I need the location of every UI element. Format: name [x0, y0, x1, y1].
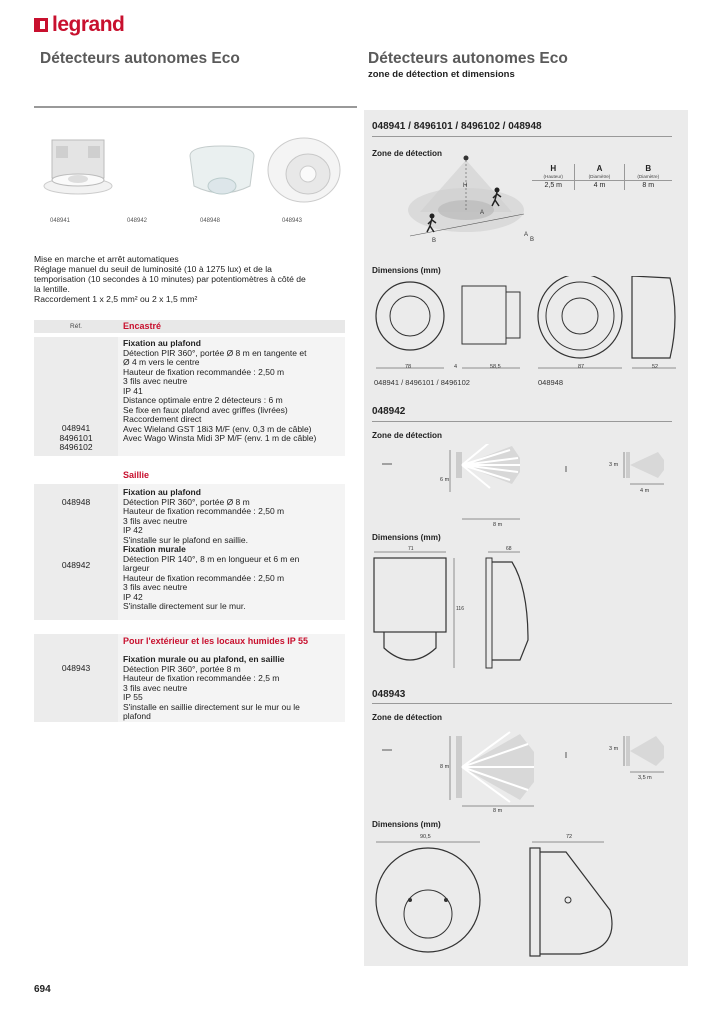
block2-dim-label: Dimensions (mm)	[372, 533, 441, 542]
photo-label: 048941	[50, 218, 71, 224]
photo-048948	[184, 136, 260, 206]
desc-heading: Fixation au plafond	[123, 487, 201, 497]
zone-dim: 3 m	[609, 462, 619, 468]
block2-zone-label: Zone de détection	[372, 431, 443, 440]
section-2-desc	[123, 488, 343, 612]
product-photos	[34, 128, 357, 228]
zone-dim: 3 m	[609, 746, 619, 752]
dim-58-5: 58,5	[490, 364, 501, 370]
zone-table-header: B	[645, 164, 652, 173]
desc-line: Hauteur de fixation recommandée : 2,50 m	[123, 366, 285, 377]
zone-table	[532, 164, 672, 190]
diagram-label-h: H	[463, 183, 468, 189]
ref-number: 8496102	[59, 442, 93, 452]
zone-table-sub: (Hauteur)	[532, 173, 575, 181]
block1-zone-diagram	[400, 152, 540, 252]
zone-dim: 8 m	[440, 764, 450, 770]
zone-table-header: A	[575, 164, 624, 173]
desc-line: S'installe directement sur le mur.	[123, 601, 246, 611]
block1-heading: 048941 / 8496101 / 8496102 / 048948	[372, 121, 542, 132]
left-divider	[34, 106, 357, 108]
desc-line: IP 55	[123, 692, 143, 702]
caption: 048948	[538, 378, 564, 387]
zone-dim: 4 m	[640, 488, 650, 494]
desc-heading: Fixation murale	[123, 544, 186, 554]
page-title-right: Détecteurs autonomes Eco	[368, 50, 568, 67]
zone-dim: 3,5 m	[638, 775, 652, 781]
section-title-ip55: Pour l'extérieur et les locaux humides IP 55	[123, 636, 309, 646]
block3-heading: 048943	[372, 689, 406, 700]
page-subtitle-right: zone de détection et dimensions	[368, 69, 515, 80]
ref-cell-bg	[34, 634, 118, 722]
photo-label: 048943	[282, 218, 303, 224]
zone-dim: 6 m	[440, 477, 450, 483]
ref-number: 8496101	[59, 432, 93, 443]
desc-heading: Fixation murale ou au plafond, en saillie	[123, 654, 285, 664]
desc-line: Se fixe en faux plafond avec griffes (livrées)	[123, 404, 288, 415]
desc-line: 3 fils avec neutre	[123, 515, 188, 526]
desc-line: Avec Wieland GST 18i3 M/F (env. 0,3 m de câble)	[123, 423, 312, 434]
diagram-label-b: B	[530, 237, 535, 243]
zone-table-value: 2,5 m	[532, 181, 575, 191]
dim-71: 71	[408, 546, 414, 552]
photo-label: 048948	[200, 218, 221, 224]
block1-zone-label: Zone de détection	[372, 149, 443, 158]
photo-label: 048942	[127, 218, 148, 224]
desc-line: Ø 4 m vers le centre	[123, 357, 200, 367]
intro-line: Réglage manuel du seuil de luminosité (10 à 1275 lux) et de la	[34, 264, 272, 274]
desc-line: IP 42	[123, 525, 143, 535]
block1-dim-drawings	[370, 276, 690, 376]
ref-header	[34, 320, 345, 333]
ref-cell	[34, 424, 118, 453]
zone-table-value: 8 m	[642, 182, 655, 189]
section-title-encastre: Encastré	[123, 321, 162, 331]
block2-heading: 048942	[372, 406, 406, 417]
desc-line: IP 42	[123, 591, 143, 602]
dim-52: 52	[652, 364, 659, 370]
caption: 048941 / 8496101 / 8496102	[374, 378, 470, 387]
desc-line: 3 fils avec neutre	[123, 582, 188, 592]
block3-rule	[372, 703, 672, 704]
intro-text	[34, 254, 349, 304]
zone-table-sub: (Diamètre)	[624, 173, 672, 181]
dim-72: 72	[566, 834, 573, 840]
block1-rule	[372, 136, 672, 137]
desc-line: Détection PIR 360°, portée Ø 8 m	[123, 496, 250, 507]
desc-line: IP 41	[123, 385, 143, 396]
photo-048941	[38, 132, 118, 204]
block3-dim-drawings	[370, 838, 630, 958]
desc-line: Détection PIR 140°, 8 m en longueur et 6 m en	[123, 553, 300, 564]
block2-rule	[372, 421, 672, 422]
dim-78: 78	[405, 364, 412, 370]
desc-line: S'installe en saillie directement sur le mur ou le	[123, 701, 300, 712]
logo-mark	[34, 18, 48, 32]
desc-line: 3 fils avec neutre	[123, 376, 188, 386]
ref-header-label: Réf.	[70, 323, 82, 330]
desc-line: Hauteur de fixation recommandée : 2,50 m	[123, 506, 285, 516]
desc-line: Hauteur de fixation recommandée : 2,5 m	[123, 673, 280, 683]
intro-line: temporisation (10 secondes à 10 minutes) par potentiomètres à côté de	[34, 274, 306, 284]
section-1-desc	[123, 339, 343, 444]
page-title-left: Détecteurs autonomes Eco	[40, 50, 240, 67]
intro-line: Mise en marche et arrêt automatiques	[34, 254, 179, 264]
desc-line: Avec Wago Winsta Midi 3P M/F (env. 1 m de câble)	[123, 433, 317, 443]
diagram-label-a2: A	[524, 232, 529, 238]
desc-line: Détection PIR 360°, portée 8 m	[123, 663, 241, 674]
block1-dim-label: Dimensions (mm)	[372, 266, 441, 275]
page-number: 694	[34, 984, 51, 995]
logo-text: legrand	[52, 13, 125, 36]
diagram-label-b2: B	[432, 238, 437, 244]
desc-line: plafond	[123, 711, 151, 721]
intro-line: la lentille.	[34, 284, 70, 294]
zone-table-sub: (Diamètre)	[575, 173, 624, 181]
ref-number: 048941	[61, 423, 91, 433]
zone-dim: 8 m	[493, 522, 503, 528]
zone-table-header: H	[532, 164, 575, 173]
block3-zone-diagram	[370, 728, 680, 818]
desc-line: Distance optimale entre 2 détecteurs : 6 m	[123, 395, 283, 405]
desc-line: Hauteur de fixation recommandée : 2,50 m	[123, 572, 285, 583]
ref-number: 048943	[61, 663, 91, 673]
ref-number: 048948	[61, 497, 91, 507]
section-title-saillie: Saillie	[123, 470, 150, 480]
desc-line: largeur	[123, 563, 150, 573]
desc-line: 3 fils avec neutre	[123, 682, 188, 693]
block3-dim-label: Dimensions (mm)	[372, 820, 441, 829]
desc-line: S'installe sur le plafond en saillie.	[123, 534, 248, 545]
desc-line: Détection PIR 360°, portée Ø 8 m en tangente et	[123, 347, 307, 358]
desc-line: Raccordement direct	[123, 414, 202, 424]
intro-line: Raccordement 1 x 2,5 mm² ou 2 x 1,5 mm²	[34, 294, 198, 304]
zone-table-value: 4 m	[575, 181, 624, 191]
dim-87: 87	[578, 364, 585, 370]
diagram-label-a: A	[480, 210, 485, 216]
ref-number: 048942	[61, 560, 91, 570]
zone-dim: 8 m	[493, 808, 503, 814]
desc-heading: Fixation au plafond	[123, 338, 201, 348]
block2-zone-diagram	[370, 444, 680, 534]
section-3-desc	[123, 655, 343, 722]
block3-zone-label: Zone de détection	[372, 713, 443, 722]
dim-116: 116	[456, 606, 464, 612]
dim-90-5: 90,5	[420, 834, 431, 840]
dim-4: 4	[454, 364, 458, 370]
dim-68: 68	[506, 546, 512, 552]
photo-048943	[262, 130, 344, 208]
legrand-logo	[34, 14, 124, 35]
